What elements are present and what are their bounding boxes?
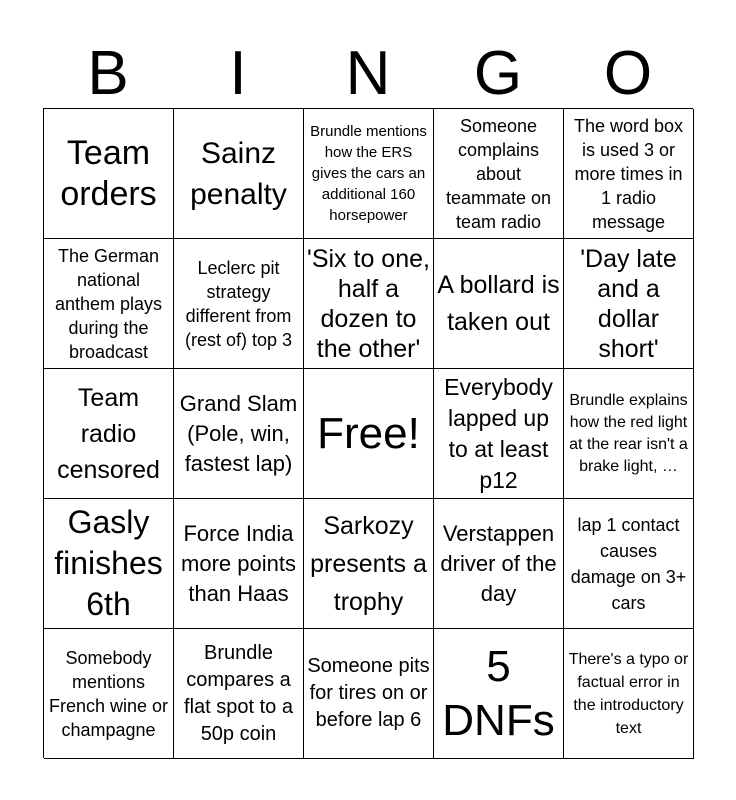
bingo-cell[interactable] xyxy=(434,629,564,759)
cell-text: Somebody mentions French wine or champagne xyxy=(48,647,169,740)
bingo-free-space[interactable] xyxy=(304,369,434,499)
bingo-cell[interactable] xyxy=(174,369,304,499)
cell-text: Gasly finishes 6th xyxy=(54,504,163,622)
cell-text: Verstappen driver of the day xyxy=(440,520,557,606)
cell-text: Brundle explains how the red light at the rear isn't a brake light, … xyxy=(569,391,688,475)
cell-text: Free! xyxy=(317,408,420,458)
cell-text: There's a typo or factual error in the introductory text xyxy=(568,650,689,737)
cell-text: Sarkozy presents a trophy xyxy=(310,511,427,616)
bingo-cell[interactable] xyxy=(44,629,174,759)
header-letter-o: O xyxy=(603,39,653,108)
cell-text: Team radio censored xyxy=(57,383,160,484)
cell-text: Leclerc pit strategy different from (rest of) top 3 xyxy=(184,257,293,350)
header-letter-n: N xyxy=(345,39,391,108)
bingo-cell[interactable] xyxy=(174,239,304,369)
cell-text: Team orders xyxy=(60,133,157,213)
bingo-cell[interactable] xyxy=(174,629,304,759)
bingo-cell[interactable] xyxy=(44,239,174,369)
header-letter-g: G xyxy=(473,39,523,108)
header-letter-b: B xyxy=(87,39,129,108)
cell-text: Force India more points than Haas xyxy=(181,520,296,606)
cell-text: A bollard is taken out xyxy=(437,270,560,336)
bingo-cell[interactable] xyxy=(44,109,174,239)
cell-text: lap 1 contact causes damage on 3+ cars xyxy=(570,514,687,613)
bingo-cell[interactable] xyxy=(564,629,694,759)
cell-text: Sainz penalty xyxy=(190,136,287,211)
bingo-cell[interactable] xyxy=(564,499,694,629)
cell-text: 'Six to one, half a dozen to the other' xyxy=(307,244,430,363)
bingo-cell[interactable] xyxy=(564,109,694,239)
cell-text: The word box is used 3 or more times in 1 radio message xyxy=(573,115,684,232)
cell-text: Grand Slam (Pole, win, fastest lap) xyxy=(179,390,298,476)
bingo-cell[interactable] xyxy=(44,499,174,629)
bingo-cell[interactable] xyxy=(434,369,564,499)
bingo-grid xyxy=(43,108,693,758)
bingo-cell[interactable] xyxy=(304,109,434,239)
bingo-cell[interactable] xyxy=(564,239,694,369)
header-letter-i: I xyxy=(229,39,247,108)
bingo-cell[interactable] xyxy=(304,629,434,759)
bingo-cell[interactable] xyxy=(434,109,564,239)
bingo-cell[interactable] xyxy=(44,369,174,499)
bingo-cell[interactable] xyxy=(434,239,564,369)
cell-text: 'Day late and a dollar short' xyxy=(580,244,677,363)
bingo-cell[interactable] xyxy=(434,499,564,629)
bingo-cell[interactable] xyxy=(564,369,694,499)
cell-text: The German national anthem plays during the broadcast xyxy=(54,245,163,362)
cell-text: Someone complains about teammate on team radio xyxy=(445,115,552,232)
bingo-cell[interactable] xyxy=(174,109,304,239)
bingo-cell[interactable] xyxy=(304,499,434,629)
cell-text: 5 DNFs xyxy=(442,641,555,745)
cell-text: Brundle mentions how the ERS gives the cars an additional 160 horsepower xyxy=(310,123,427,224)
bingo-cell[interactable] xyxy=(304,239,434,369)
cell-text: Brundle compares a flat spot to a 50p coin xyxy=(184,641,293,745)
bingo-cell[interactable] xyxy=(174,499,304,629)
cell-text: Someone pits for tires on or before lap 6 xyxy=(307,655,430,731)
bingo-header xyxy=(43,40,693,108)
cell-text: Everybody lapped up to at least p12 xyxy=(444,373,553,493)
